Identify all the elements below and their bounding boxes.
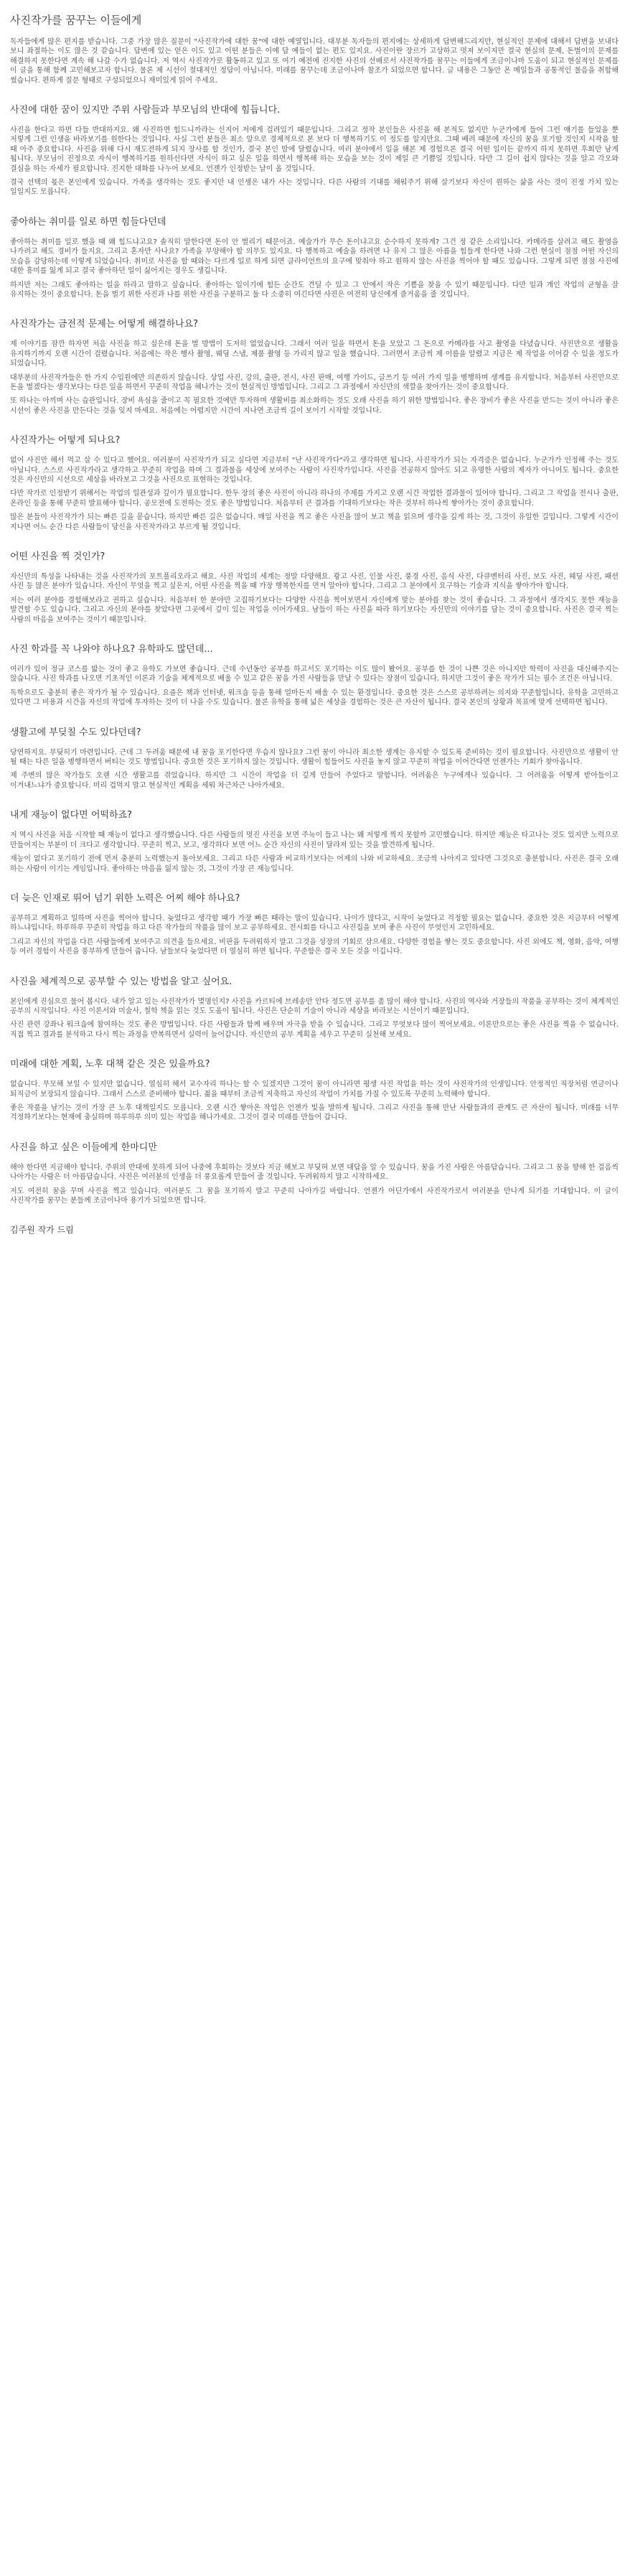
answer — [10, 456, 619, 532]
answer-paragraph: 많은 분들이 사진작가가 되는 빠른 길을 묻습니다. 하지만 빠른 길은 없습니다. 매일 사진을 찍고 좋은 사진을 많이 보고 책을 읽으며 생각을 깊게 하는 것, 그것이 유일한 길입니다. 그렇게 시간이 지나면 어느 순간 다른 사람들이 당신을 사진작가라고 부르게 될 것입니다. — [10, 513, 619, 531]
qa-section — [10, 1142, 619, 1206]
qa-section — [10, 434, 619, 532]
qa-section — [10, 976, 619, 1040]
answer — [10, 997, 619, 1040]
qa-section — [10, 318, 619, 416]
answer-paragraph: 저도 여전히 꿈을 꾸며 사진을 찍고 있습니다. 여러분도 그 꿈을 포기하지 말고 꾸준히 나아가길 바랍니다. 언젠가 어딘가에서 사진작가로서 여러분을 만나게 되기를 기대합니다. 이 글이 사진작가를 꿈꾸는 분들께 조금이나마 용기가 되었으면 합니다. — [10, 1187, 619, 1205]
answer — [10, 126, 619, 197]
page-title: 사진작가를 꿈꾸는 이들에게 — [10, 14, 142, 27]
answer-paragraph: 그리고 자신의 작업을 다른 사람들에게 보여주고 의견을 들으세요. 비판을 두려워하지 말고 그것을 성장의 기회로 삼으세요. 다양한 경험을 쌓는 것도 중요합니다. 사진 외에도 책, 영화, 음악, 여행 등 여러 경험이 사진을 풍부하게 만들어 줍니다. 남들보다 늦었다면 더 열심히 하면 됩니다. 꾸준함은 결국 모든 것을 이깁니다. — [10, 938, 619, 956]
question-heading: 사진작가는 어떻게 되나요? — [10, 435, 121, 447]
qa-section — [10, 104, 619, 197]
question-heading: 미래에 대한 계획, 노후 대책 같은 것은 있을까요? — [10, 1059, 210, 1070]
answer-paragraph: 독학으로도 충분히 좋은 작가가 될 수 있습니다. 요즘은 책과 인터넷, 워크숍 등을 통해 얼마든지 배울 수 있는 환경입니다. 중요한 것은 스스로 공부하려는 의지와 꾸준함입니다. 유학을 고민하고 있다면 그 비용과 시간을 자신의 작업에 투자하는 것이 더 나을 수도 있습니다. 물론 유학을 통해 넓은 세상을 경험하는 것은 큰 자산이 됩니다. 결국 본인의 상황과 목표에 맞게 선택하면 됩니다. — [10, 689, 619, 707]
answer-paragraph: 저는 여러 분야를 경험해보라고 권하고 싶습니다. 처음부터 한 분야만 고집하기보다는 다양한 사진을 찍어보면서 자신에게 맞는 분야를 찾는 것이 좋습니다. 그 과정에서 생각지도 못한 재능을 발견할 수도 있습니다. 그리고 자신의 분야를 찾았다면 그곳에서 깊이 있는 작업을 이어가세요. 남들이 하는 사진을 따라 하기보다는 자신만의 이야기를 담는 것이 중요합니다. 사진은 결국 찍는 사람의 마음을 보여주는 것이기 때문입니다. — [10, 596, 619, 624]
answer-paragraph: 대부분의 사진작가들은 한 가지 수입원에만 의존하지 않습니다. 상업 사진, 강의, 출판, 전시, 사진 판매, 여행 가이드, 글쓰기 등 여러 가지 일을 병행하며 생계를 유지합니다. 처음부터 사진만으로 돈을 벌겠다는 생각보다는 다른 일을 하면서 꾸준히 작업을 해나가는 것이 현실적인 방법입니다. 그리고 그 과정에서 자신만의 색깔을 찾아가는 것이 중요합니다. — [10, 373, 619, 391]
answer — [10, 1163, 619, 1206]
answer — [10, 914, 619, 957]
question-heading: 어떤 사진을 찍 것인가? — [10, 551, 105, 562]
answer — [10, 238, 619, 299]
question-heading: 사진을 하고 싶은 이들에게 한마디만 — [10, 1142, 157, 1153]
intro-paragraph: 독자들에게 많은 편지를 받습니다. 그중 가장 많은 질문이 "사진작가에 대한 꿈"에 대한 예열입니다. 대부분 독자들의 편지에는 상세하게 답변해드리지만, 현실적인 문제에 대해서 답변을 보내다 보니 좌절하는 이도 많은 것 같습니다. 답변에 있는 얻은 이도 있고 어떤 분들은 이에 답 예들이 없는 편도 있지요. 사진이란 장르가 고상하고 멋져 보이지만 결국 현실의 문제, 돈벌이의 문제를 해결하지 못한다면 계속 해 나갈 수가 없습니다. 저 역시 사진작가로 활동하고 있고 또 여기 예전에 진지한 사진의 선배로서 사진작가를 꿈꾸는 이들에게 조금이나마 도움이 되고 현실적인 문제를 이 글을 통해 함께 고민해보고자 합니다. 물론 제 시선이 절대적인 정답이 아닙니다. 미래를 꿈꾸는데 조금이나마 참조가 되었으면 합니다. 글 내용은 그동안 온 메일들과 공통적인 물음을 취합해 썼습니다. 편하게 질문 형태로 구성되었으니 재미있게 읽어 주세요. — [10, 38, 619, 85]
answer-paragraph: 없습니다. 무모해 보일 수 있지만 없습니다. 열심히 해서 교수자리 하나는 할 수 있겠지만 그것이 꿈이 아니라면 평생 사진 작업을 하는 것이 사진작가의 인생입니다. 안정적인 직장처럼 연금이나 퇴직금이 보장되지 않습니다. 그래서 스스로 준비해야 합니다. 젊을 때부터 조금씩 저축하고 자신의 작업이 가치를 가질 수 있도록 꾸준히 노력해야 합니다. — [10, 1081, 619, 1098]
answer-paragraph: 제 주변의 많은 작가들도 오랜 시간 생활고를 겪었습니다. 하지만 그 시간이 작업을 더 깊게 만들어 주었다고 말합니다. 어려움은 누구에게나 있습니다. 그 어려움을 어떻게 받아들이고 이겨내느냐가 중요합니다. 미리 겁먹지 말고 현실적인 계획을 세워 차근차근 나아가세요. — [10, 772, 619, 790]
article — [10, 13, 619, 1236]
question-heading: 좋아하는 취미를 일로 하면 힘들다던데 — [10, 216, 166, 228]
answer-paragraph: 결국 선택의 몫은 본인에게 있습니다. 가족을 생각하는 것도 좋지만 내 인생은 내가 사는 것입니다. 다른 사람의 기대를 채워주기 위해 살기보다 자신이 원하는 삶을 사는 것이 진정 가치 있는 일일지도 모릅니다. — [10, 179, 619, 197]
answer — [10, 572, 619, 625]
answer — [10, 665, 619, 708]
question-heading: 사진을 체계적으로 공부할 수 있는 방법을 알고 싶어요. — [10, 976, 232, 987]
answer-paragraph: 재능이 없다고 포기하기 전에 먼저 충분히 노력했는지 돌아보세요. 그리고 다른 사람과 비교하기보다는 어제의 나와 비교하세요. 조금씩 나아지고 있다면 그것으로 충분합니다. 사진은 결국 오래 하는 사람이 이기는 게임입니다. 좋아하는 마음을 잃지 않는 것, 그것이 가장 큰 재능입니다. — [10, 855, 619, 873]
qa-section — [10, 643, 619, 708]
answer-paragraph: 좋아하는 취미를 일로 했을 때 왜 힘드냐고요? 솔직히 말한다면 돈이 안 벌리기 때문이죠. 예술가가 무슨 돈이냐고요 순수하지 못하게? 그건 정 같은 소리입니다. 카메라를 살려고 해도 촬영을 나가려고 해도 경비가 들지요. 그리고 혼자만 사나요? 가족을 부양해야 할 의무도 있지요. 다 행복하고 예술을 하려면 나 유지 그 많은 아름을 힘들게 한다면 나와 그런 현실이 점점 어떤 자신의 모습을 감당하는데 이렇게 되었습니다. 취미로 사진을 할 때와는 다르게 일로 하게 되면 클라이언트의 요구에 맞춰야 하고 원하지 않는 사진을 찍어야 할 때도 있습니다. 그렇게 되면 점점 사진에 대한 흥미를 잃게 되고 결국 좋아하던 일이 싫어지는 경우도 생깁니다. — [10, 238, 619, 276]
answer — [10, 748, 619, 791]
question-heading: 사진작가는 금전적 문제는 어떻게 해결하나요? — [10, 319, 199, 330]
qa-section — [10, 809, 619, 874]
answer-paragraph: 하지만 저는 그래도 좋아하는 일을 하라고 말하고 싶습니다. 좋아하는 일이기에 힘든 순간도 견딜 수 있고 그 안에서 작은 기쁨을 찾을 수 있기 때문입니다. 다만 일과 개인 작업의 균형을 잘 유지하는 것이 중요합니다. 돈을 벌기 위한 사진과 나를 위한 사진을 구분하고 둘 다 소중히 여긴다면 사진은 여전히 당신에게 즐거움을 줄 것입니다. — [10, 281, 619, 299]
answer-paragraph: 자신만의 특성을 나타내는 것을 사진작가의 포트폴리오라고 해요. 사진 작업의 세계는 정말 다양해요. 광고 사진, 인물 사진, 풍경 사진, 음식 사진, 다큐멘터리 사진, 보도 사진, 웨딩 사진, 패션 사진 등 많은 분야가 있습니다. 자신이 무엇을 찍고 싶은지, 어떤 사진을 찍을 때 가장 행복한지를 먼저 알아야 합니다. 그리고 그 분야에서 요구하는 기술과 지식을 쌓아가야 합니다. — [10, 573, 619, 591]
answer — [10, 1080, 619, 1123]
question-heading: 사진 학과를 꼭 나와야 하나요? 유학파도 많던데... — [10, 644, 213, 655]
answer-paragraph: 좋은 작품을 남기는 것이 가장 큰 노후 대책일지도 모릅니다. 오랜 시간 쌓아온 작업은 언젠가 빛을 발하게 됩니다. 그리고 사진을 통해 만난 사람들과의 관계도 큰 자산이 됩니다. 미래를 너무 걱정하기보다는 현재에 충실하며 하루하루 의미 있는 작업을 해나가세요. 그것이 결국 미래를 만들어 갑니다. — [10, 1103, 619, 1122]
answer-paragraph: 또 하나는 아끼며 사는 습관입니다. 장비 욕심을 줄이고 꼭 필요한 것에만 투자하며 생활비를 최소화하는 것도 오래 사진을 하기 위한 방법입니다. 좋은 장비가 좋은 사진을 만드는 것이 아니라 좋은 시선이 좋은 사진을 만든다는 것을 잊지 마세요. 처음에는 어렵지만 시간이 지나면 조금씩 길이 보이기 시작할 것입니다. — [10, 397, 619, 415]
qa-section — [10, 1058, 619, 1123]
answer-paragraph: 여러가 있어 정규 코스를 밟는 것이 좋고 유학도 가보면 좋습니다. 근데 수년동안 공부를 하고서도 포기하는 이도 많이 봤어요. 공부를 한 것이 나쁜 것은 아니지만 학력이 사진을 대신해주지는 않습니다. 사진 학과를 나오면 기초적인 이론과 기술을 체계적으로 배울 수 있고 같은 꿈을 가진 사람들을 만날 수 있다는 장점이 있습니다. 하지만 그것이 좋은 작가가 되는 필수 조건은 아닙니다. — [10, 666, 619, 683]
qa-section — [10, 892, 619, 957]
answer-paragraph: 없어 사진만 해서 먹고 살 수 있다고 했어요. 여러분이 사진작가가 되고 싶다면 지금부터 "난 사진작가다"라고 생각하면 됩니다. 사진작가가 되는 자격증은 없습니다. 누군가가 인정해 주는 것도 아닙니다. 스스로 사진작가라고 생각하고 꾸준히 작업을 하며 그 결과물을 세상에 보여주는 사람이 사진작가입니다. 사진을 전공하지 않아도 되고 유명한 사람의 제자가 아니어도 됩니다. 중요한 것은 자신만의 시선으로 세상을 바라보고 그것을 사진으로 표현하는 것입니다. — [10, 457, 619, 484]
answer — [10, 831, 619, 874]
answer — [10, 340, 619, 416]
answer-paragraph: 다만 작가로 인정받기 위해서는 작업의 일관성과 깊이가 필요합니다. 한두 장의 좋은 사진이 아니라 하나의 주제를 가지고 오랜 시간 작업한 결과물이 있어야 합니다. 그리고 그 작업을 전시나 출판, 온라인 등을 통해 꾸준히 발표해야 합니다. 공모전에 도전하는 것도 좋은 방법입니다. 처음부터 큰 결과를 기대하기보다는 작은 것부터 하나씩 쌓아가는 것이 중요합니다. — [10, 490, 619, 508]
answer-paragraph: 사진 관련 강좌나 워크숍에 참여하는 것도 좋은 방법입니다. 다른 사람들과 함께 배우며 자극을 받을 수 있습니다. 그리고 무엇보다 많이 찍어보세요. 이론만으로는 좋은 사진을 찍을 수 없습니다. 직접 찍고 결과를 분석하고 다시 찍는 과정을 반복하면서 실력이 늘어갑니다. 자신만의 공부 계획을 세우고 꾸준히 실천해 보세요. — [10, 1021, 619, 1039]
answer-paragraph: 본인에게 진심으로 물어 봅시다. 내가 알고 있는 사진작가가 몇명인지? 사진을 카르티에 브레송만 안다 정도면 공부를 좀 많이 해야 합니다. 사진의 역사와 거장들의 작품을 공부하는 것이 체계적인 공부의 시작입니다. 사진 이론서와 미술사, 철학 책을 읽는 것도 도움이 됩니다. 사진은 단순히 기술이 아니라 세상을 바라보는 시선이기 때문입니다. — [10, 997, 619, 1015]
qa-section — [10, 216, 619, 299]
question-heading: 더 늦은 인재로 뛰어 넘기 위한 노력은 어찌 해야 하나요? — [10, 892, 240, 904]
signature: 김주원 작가 드림 — [10, 1225, 74, 1236]
question-heading: 사진에 대한 꿈이 있지만 주위 사람들과 부모님의 반대에 힘듭니다. — [10, 105, 281, 116]
question-heading: 내게 재능이 없다면 어떡하죠? — [10, 810, 132, 821]
intro — [10, 37, 619, 85]
question-heading: 생활고에 부딪칠 수도 있다던데? — [10, 727, 141, 738]
answer-paragraph: 사진을 한다고 하면 다들 반대하지요. 왜 사진하면 힘드니까라는 신지어 저에게 걸려있기 때문입니다. 그리고 정작 본인들은 사진을 해 본적도 없지만 누군가에게 들어 그런 얘기를 들었을 뿐 저렇게 그런 인생을 바라보기를 원한다는 것입니다. 사실 그런 분들은 최소 앞으로 경제적으로 본 보다 더 행복하기도 이 정도를 알지만요. 그때 배려 때문에 자신의 꿈을 포기할 것인지 시작을 할 때 아주 중요합니다. 사진을 위해 다시 재도전하게 되지 장사를 할 것인가, 결국 본인 맘에 달렸습니다. 여러 분야에서 일을 해본 제 경험으론 결국 어떤 일이든 끝까지 하지 못하면 후회만 남게 됩니다. 부모님이 진정으로 자식이 행복하기를 원하신다면 자식이 하고 싶은 일을 하면서 행복해 하는 모습을 보는 것이 제일 큰 기쁨일 것입니다. 다만 그 길이 쉽지 않다는 것을 알고 각오와 결심을 하는 자세가 필요합니다. 진지한 대화를 나누어 보세요. 언젠가 인정받는 날이 올 것입니다. — [10, 126, 619, 173]
answer-paragraph: 제 이야기를 잠깐 하자면 처음 사진을 하고 싶은데 돈을 벌 방법이 도저히 없었습니다. 그래서 여러 일을 하면서 돈을 모았고 그 돈으로 카메라를 사고 촬영을 다녔습니다. 사진만으로 생활을 유지하기까지 오랜 시간이 걸렸습니다. 처음에는 작은 행사 촬영, 웨딩 스냅, 제품 촬영 등 가리지 않고 일을 했습니다. 그러면서 조금씩 제 이름을 알렸고 지금은 제 작업을 이어갈 수 있을 정도가 되었습니다. — [10, 340, 619, 368]
answer-paragraph: 저 역시 사진을 처음 시작할 때 재능이 없다고 생각했습니다. 다른 사람들의 멋진 사진을 보면 주눅이 들고 나는 왜 저렇게 찍지 못할까 고민했습니다. 하지만 재능은 타고나는 것도 있지만 노력으로 만들어지는 부분이 더 크다고 생각합니다. 꾸준히 찍고, 보고, 생각하다 보면 어느 순간 자신의 사진이 달라져 있는 것을 발견하게 됩니다. — [10, 831, 619, 849]
qa-section — [10, 727, 619, 791]
answer-paragraph: 해야 한다면 지금해야 합니다. 주위의 반대에 못하게 되어 나중에 후회하는 것보다 지금 해보고 부딪혀 보면 대답을 알 수 있습니다. 꿈을 가진 사람은 아름답습니다. 그리고 그 꿈을 향해 한 걸음씩 나아가는 사람은 더 아름답습니다. 사진은 여러분의 인생을 더 풍요롭게 만들어 줄 것입니다. 두려워하지 말고 시작하세요. — [10, 1163, 619, 1182]
answer-paragraph: 당연하지요. 부딪히기 마련입니다. 근데 그 두려움 때문에 내 꿈을 포기한다면 우습지 않나요? 그런 꿈이 아니라 최소한 생계는 유지할 수 있도록 준비하는 것이 필요합니다. 사진만으로 생활이 안 될 때는 다른 일을 병행하면서 버티는 것도 방법입니다. 중요한 것은 포기하지 않는 것입니다. 생활이 힘들어도 사진을 놓지 않고 꾸준히 작업을 이어간다면 언젠가는 기회가 찾아옵니다. — [10, 748, 619, 767]
answer-paragraph: 공부하고 계획하고 일하며 사진을 찍어야 합니다. 늦었다고 생각할 때가 가장 빠른 때라는 말이 있습니다. 나이가 많다고, 시작이 늦었다고 걱정할 필요는 없습니다. 중요한 것은 지금부터 어떻게 하느냐입니다. 하루하루 꾸준히 작업을 하고 다른 작가들의 작품을 많이 보고 공부하세요. 전시회를 다니고 사진집을 보며 좋은 사진이 무엇인지 고민하세요. — [10, 914, 619, 933]
qa-section — [10, 551, 619, 625]
